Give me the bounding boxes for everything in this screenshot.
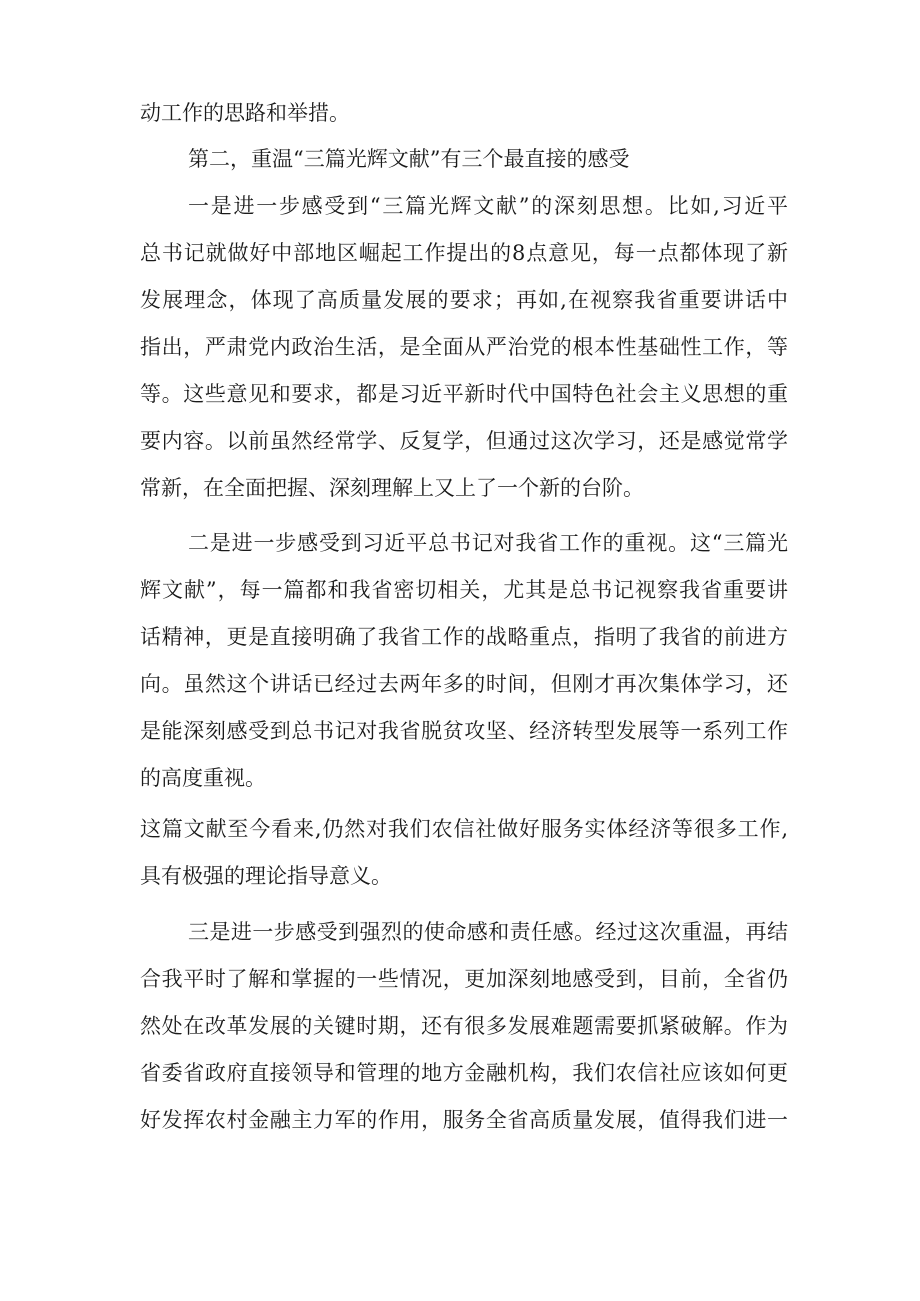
paragraph-line: 具有极强的理论指导意义。: [140, 864, 392, 888]
paragraph-line: 好发挥农村金融主力军的作用，服务全省高质量发展，值得我们进一: [140, 1108, 788, 1132]
paragraph-line: 向。虽然这个讲话已经过去两年多的时间，但刚才再次集体学习，还: [140, 672, 788, 696]
paragraph-line: 的高度重视。: [140, 766, 266, 790]
paragraph-line: 总书记就做好中部地区崛起工作提出的8点意见，每一点都体现了新: [140, 241, 788, 265]
paragraph-line: 等。这些意见和要求，都是习近平新时代中国特色社会主义思想的重: [140, 382, 788, 406]
paragraph-line: 常新，在全面把握、深刻理解上又上了一个新的台阶。: [140, 476, 644, 500]
paragraph-line: 发展理念，体现了高质量发展的要求；再如,在视察我省重要讲话中: [140, 288, 788, 312]
paragraph-line: 然处在改革发展的关键时期，还有很多发展难题需要抓紧破解。作为: [140, 1014, 788, 1038]
section-heading: 第二，重温“三篇光辉文献”有三个最直接的感受: [188, 147, 630, 171]
paragraph-line: 这篇文献至今看来,仍然对我们农信社做好服务实体经济等很多工作,: [140, 817, 788, 841]
paragraph-line: 指出，严肃党内政治生活，是全面从严治党的根本性基础性工作，等: [140, 335, 788, 359]
paragraph-line: 二是进一步感受到习近平总书记对我省工作的重视。这“三篇光: [188, 531, 788, 555]
paragraph-line: 辉文献”，每一篇都和我省密切相关，尤其是总书记视察我省重要讲: [140, 578, 788, 602]
paragraph-line: 话精神，更是直接明确了我省工作的战略重点，指明了我省的前进方: [140, 625, 788, 649]
paragraph-line: 动工作的思路和举措。: [140, 101, 350, 125]
paragraph-line: 合我平时了解和掌握的一些情况，更加深刻地感受到，目前，全省仍: [140, 967, 788, 991]
paragraph-line: 省委省政府直接领导和管理的地方金融机构，我们农信社应该如何更: [140, 1061, 788, 1085]
paragraph-line: 三是进一步感受到强烈的使命感和责任感。经过这次重温，再结: [188, 920, 788, 944]
paragraph-line: 是能深刻感受到总书记对我省脱贫攻坚、经济转型发展等一系列工作: [140, 719, 788, 743]
paragraph-line: 要内容。以前虽然经常学、反复学，但通过这次学习，还是感觉常学: [140, 429, 788, 453]
paragraph-line: 一是进一步感受到“三篇光辉文献”的深刻思想。比如,习近平: [188, 194, 788, 218]
